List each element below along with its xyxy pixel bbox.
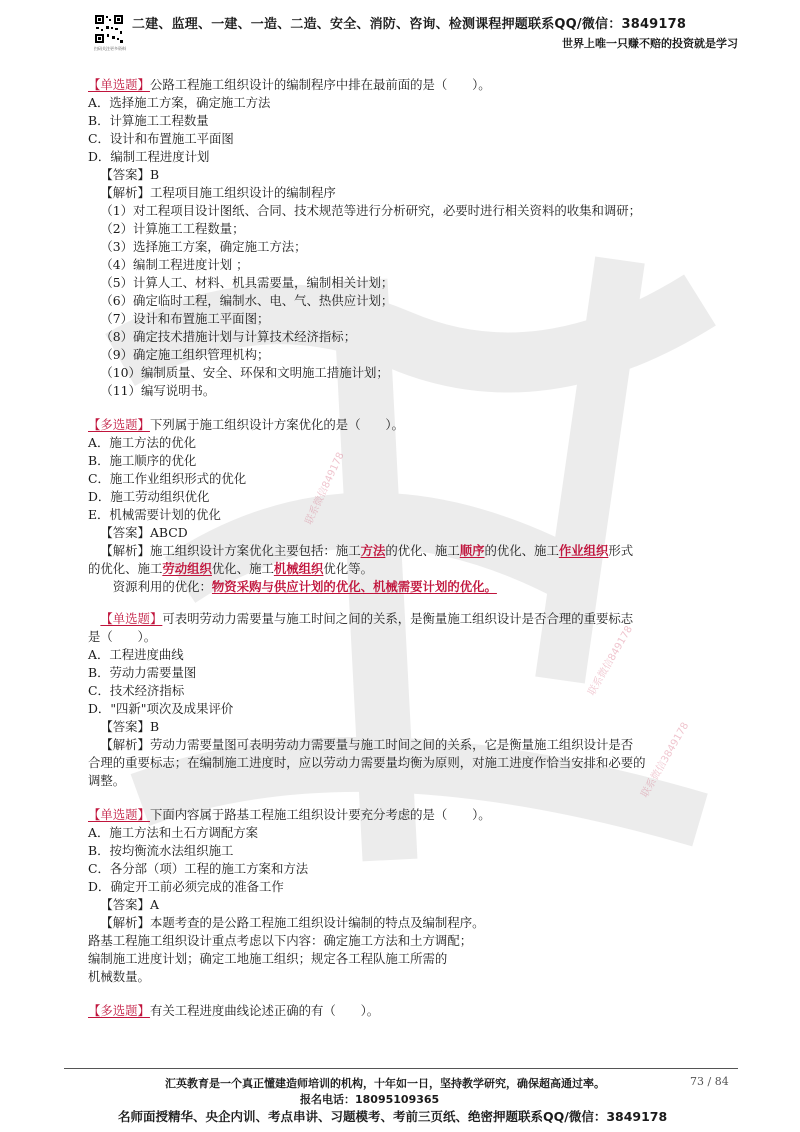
- answer: 【答案】B: [100, 719, 160, 734]
- question-4: [88, 806, 738, 986]
- option-a: A．施工方法的优化: [88, 435, 197, 450]
- resource-optimization-line: [88, 578, 738, 596]
- page-number: 73 / 84: [690, 1075, 729, 1088]
- step-item: （8）确定技术措施计划与计算技术经济指标；: [100, 329, 357, 344]
- qr-code-icon: [94, 14, 124, 44]
- footer-contact: 名师面授精华、央企内训、考点串讲、习题模考、考前三页纸、绝密押题联系QQ/微信：3849178: [118, 1109, 668, 1124]
- step-item: （2）计算施工工程数量；: [100, 221, 245, 236]
- question-type-tag: 【多选题】: [88, 417, 150, 432]
- question-stem: 可表明劳动力需要量与施工时间之间的关系，是衡量施工组织设计是否合理的重要标志: [162, 611, 634, 626]
- option-d: D．"四新"项次及成果评价: [88, 701, 234, 716]
- option-d: D．确定开工前必须完成的准备工作: [88, 879, 284, 894]
- analysis-text: 资源利用的优化：: [112, 579, 212, 594]
- analysis-text: 的优化、施工: [484, 543, 559, 558]
- option-e: E．机械需要计划的优化: [88, 507, 221, 522]
- step-item: （4）编制工程进度计划 ；: [100, 257, 249, 272]
- analysis-text: 的优化、施工: [88, 561, 163, 576]
- option-c: C．设计和布置施工平面图: [88, 131, 234, 146]
- step-item: （10）编制质量、安全、环保和文明施工措施计划；: [100, 365, 389, 380]
- analysis-text: 【解析】施工组织设计方案优化主要包括：施工: [100, 543, 361, 558]
- analysis-text: 形式: [608, 543, 634, 558]
- option-b: B．施工顺序的优化: [88, 453, 197, 468]
- analysis-line: [88, 542, 738, 560]
- step-item: （9）确定施工组织管理机构；: [100, 347, 270, 362]
- step-item: （11）编写说明书。: [100, 383, 216, 398]
- step-item: （7）设计和布置施工平面图；: [100, 311, 270, 326]
- analysis-line: 路基工程施工组织设计重点考虑以下内容：确定施工方法和土方调配；: [88, 933, 473, 948]
- step-item: （5）计算人工、材料、机具需要量，编制相关计划；: [100, 275, 394, 290]
- option-a: A．工程进度曲线: [88, 647, 184, 662]
- answer: 【答案】ABCD: [100, 525, 188, 540]
- diagonal-watermark: 联系微信849178: [303, 450, 347, 527]
- header-slogan: 世界上唯一只赚不赔的投资就是学习: [562, 37, 738, 50]
- highlight-term: 物资采购与供应计划的优化、机械需要计划的优化。: [211, 579, 497, 594]
- document-body: [88, 76, 738, 1034]
- question-type-tag: 【单选题】: [100, 611, 163, 626]
- question-type-tag: 【单选题】: [88, 807, 150, 822]
- analysis-title: 【解析】工程项目施工组织设计的编制程序: [100, 185, 336, 200]
- option-b: B．计算施工工程数量: [88, 113, 209, 128]
- highlight-term: 劳动组织: [162, 561, 212, 576]
- footer-divider: [64, 1068, 738, 1069]
- qr-caption: 扫码关注更多资料: [94, 46, 126, 51]
- analysis-text: 的优化、施工: [385, 543, 460, 558]
- option-d: D．施工劳动组织优化: [88, 489, 210, 504]
- question-5: [88, 1002, 738, 1020]
- option-a: A．施工方法和土石方调配方案: [88, 825, 259, 840]
- step-item: （1）对工程项目设计图纸、合同、技术规范等进行分析研究，必要时进行相关资料的收集和调研；: [100, 203, 642, 218]
- footer-intro: 汇英教育是一个真正懂建造师培训的机构，十年如一日，坚持教学研究，确保超高通过率。: [165, 1077, 605, 1090]
- highlight-term: 作业组织: [558, 543, 609, 558]
- step-item: （6）确定临时工程，编制水、电、气、热供应计划；: [100, 293, 394, 308]
- answer: 【答案】A: [100, 897, 159, 912]
- analysis-line: 机械数量。: [88, 969, 150, 984]
- analysis-text: 优化等。: [323, 561, 373, 576]
- option-c: C．技术经济指标: [88, 683, 185, 698]
- question-stem: 公路工程施工组织设计的编制程序中排在最前面的是（ ）。: [149, 77, 491, 92]
- question-stem: 下列属于施工组织设计方案优化的是（ ）。: [149, 417, 404, 432]
- option-b: B．劳动力需要量图: [88, 665, 197, 680]
- question-2: [88, 416, 738, 596]
- page-header: [0, 0, 800, 60]
- diagonal-watermark: 联系微信849178: [586, 624, 636, 698]
- option-a: A．选择施工方案，确定施工方法: [88, 95, 271, 110]
- analysis-line: 编制施工进度计划；确定工地施工组织；规定各工程队施工所需的: [88, 951, 448, 966]
- question-3: [88, 610, 738, 790]
- question-stem: 有关工程进度曲线论述正确的有（ ）。: [149, 1003, 380, 1018]
- analysis-line: 【解析】劳动力需要量图可表明劳动力需要量与施工时间之间的关系，它是衡量施工组织设计是否: [100, 737, 634, 752]
- question-type-tag: 【多选题】: [88, 1003, 150, 1018]
- diagonal-watermark: 联系微信3849178: [639, 720, 692, 800]
- option-c: C．施工作业组织形式的优化: [88, 471, 247, 486]
- header-contact-line: 二建、监理、一建、一造、二造、安全、消防、咨询、检测课程押题联系QQ/微信：3849178: [132, 17, 687, 32]
- analysis-line: [88, 560, 738, 578]
- step-item: （3）选择施工方案，确定施工方法；: [100, 239, 307, 254]
- question-type-tag: 【单选题】: [88, 77, 150, 92]
- question-stem-cont: 是（ ）。: [88, 629, 157, 644]
- analysis-line: 合理的重要标志；在编制施工进度时，应以劳动力需要量均衡为原则，对施工进度作恰当安排和必要的: [88, 755, 646, 770]
- question-stem: 下面内容属于路基工程施工组织设计要充分考虑的是（ ）。: [149, 807, 491, 822]
- question-1: [88, 76, 738, 400]
- answer: 【答案】B: [100, 167, 160, 182]
- option-d: D．编制工程进度计划: [88, 149, 210, 164]
- option-c: C．各分部（项）工程的施工方案和方法: [88, 861, 309, 876]
- option-b: B．按均衡流水法组织施工: [88, 843, 234, 858]
- footer-phone: 报名电话：18095109365: [300, 1093, 440, 1106]
- analysis-text: 优化、施工: [211, 561, 274, 576]
- highlight-term: 方法: [360, 543, 386, 558]
- highlight-term: 机械组织: [273, 561, 324, 576]
- analysis-line: 调整。: [88, 773, 126, 788]
- highlight-term: 顺序: [459, 543, 485, 558]
- analysis-line: 【解析】本题考查的是公路工程施工组织设计编制的特点及编制程序。: [100, 915, 485, 930]
